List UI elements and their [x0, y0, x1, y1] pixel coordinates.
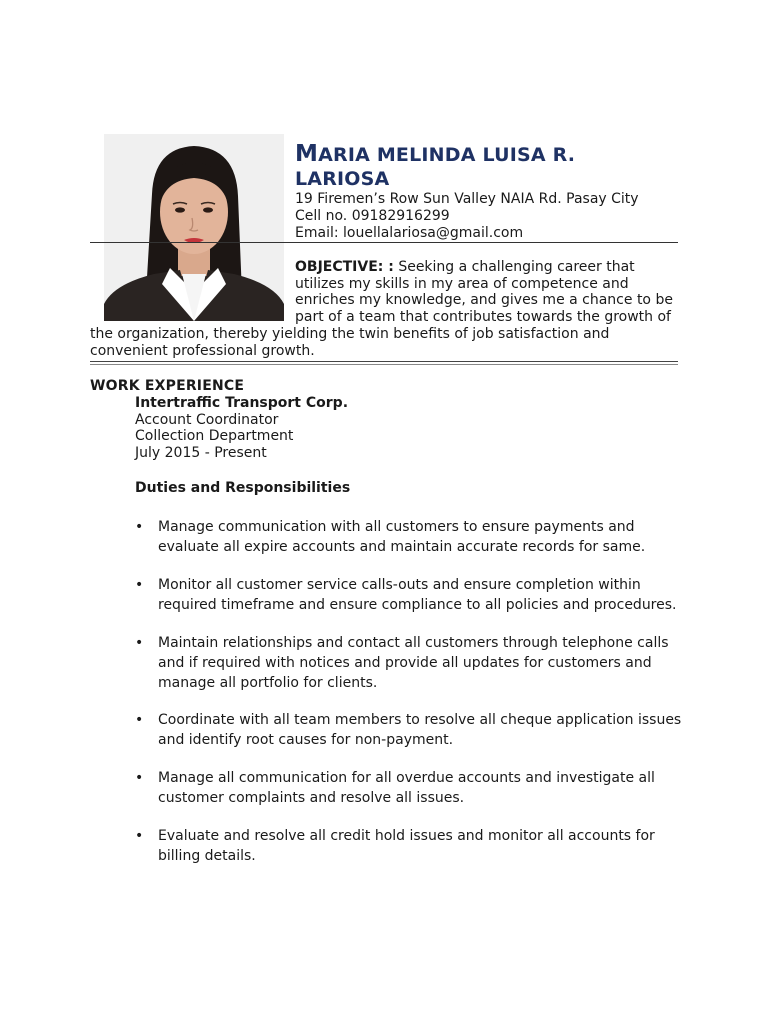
job-entry — [135, 395, 348, 462]
duty-text-line: Evaluate and resolve all credit hold issues and monitor all accounts for — [158, 828, 655, 844]
duty-text-line: required timeframe and ensure compliance to all policies and procedures. — [158, 597, 677, 613]
job-period: July 2015 - Present — [135, 445, 267, 462]
duty-text — [158, 826, 680, 866]
email: Email: louellalariosa@gmail.com — [295, 225, 524, 241]
duty-text — [158, 710, 680, 750]
duty-text-line: Coordinate with all team members to resolve all cheque application issues — [158, 712, 682, 728]
duty-text-line: manage all portfolio for clients. — [158, 675, 378, 691]
objective-text: Seeking a challenging career that — [398, 259, 635, 275]
duty-text-line: Manage communication with all customers to ensure payments and — [158, 519, 635, 535]
candidate-name — [295, 142, 655, 191]
duty-text — [158, 633, 680, 693]
phone: Cell no. 09182916299 — [295, 208, 450, 224]
header-divider — [90, 242, 678, 243]
duty-text-line: Maintain relationships and contact all customers through telephone calls — [158, 635, 669, 651]
job-department: Collection Department — [135, 428, 294, 445]
address: 19 Firemen’s Row Sun Valley NAIA Rd. Pasay City — [295, 191, 639, 207]
duties-heading: Duties and Responsibilities — [135, 480, 351, 496]
duty-text-line: evaluate all expire accounts and maintain accurate records for same. — [158, 539, 646, 555]
duty-text-line: and identify root causes for non-payment. — [158, 732, 454, 748]
duty-text-line: Manage all communication for all overdue accounts and investigate all — [158, 770, 655, 786]
duty-text — [158, 768, 680, 808]
duty-text — [158, 517, 680, 557]
name-initial: M — [295, 141, 319, 167]
objective-label: OBJECTIVE: : — [295, 259, 394, 275]
profile-photo — [104, 134, 284, 321]
bullet-icon: • — [135, 770, 144, 786]
objective-divider-double — [90, 364, 678, 365]
profile-photo-image — [104, 134, 284, 321]
objective-line: the organization, thereby yielding the twin benefits of job satisfaction and — [90, 325, 610, 342]
objective-divider — [90, 361, 678, 362]
bullet-icon: • — [135, 577, 144, 593]
candidate-name-line2: LARIOSA — [295, 168, 390, 190]
duty-text-line: billing details. — [158, 848, 256, 864]
duty-text-line: Monitor all customer service calls-outs and ensure completion within — [158, 577, 641, 593]
duty-text-line: customer complaints and resolve all issues. — [158, 790, 465, 806]
objective-line: utilizes my skills in my area of competence and — [295, 275, 629, 292]
objective-line: enriches my knowledge, and gives me a chance to be — [295, 292, 673, 309]
company-name: Intertraffic Transport Corp. — [135, 395, 349, 411]
bullet-icon: • — [135, 712, 144, 728]
objective-line: part of a team that contributes towards the growth of — [295, 309, 671, 326]
bullet-icon: • — [135, 828, 144, 844]
bullet-icon: • — [135, 519, 144, 535]
job-position: Account Coordinator — [135, 411, 279, 428]
duty-text — [158, 575, 680, 615]
work-experience-heading: WORK EXPERIENCE — [90, 378, 245, 394]
name-rest: ARIA MELINDA LUISA R. — [318, 144, 576, 166]
objective-line: convenient professional growth. — [90, 342, 315, 359]
objective-line — [295, 259, 635, 276]
contact-block — [295, 191, 639, 242]
duty-text-line: and if required with notices and provide all updates for customers and — [158, 655, 652, 671]
bullet-icon: • — [135, 635, 144, 651]
candidate-name-line1 — [295, 142, 655, 167]
